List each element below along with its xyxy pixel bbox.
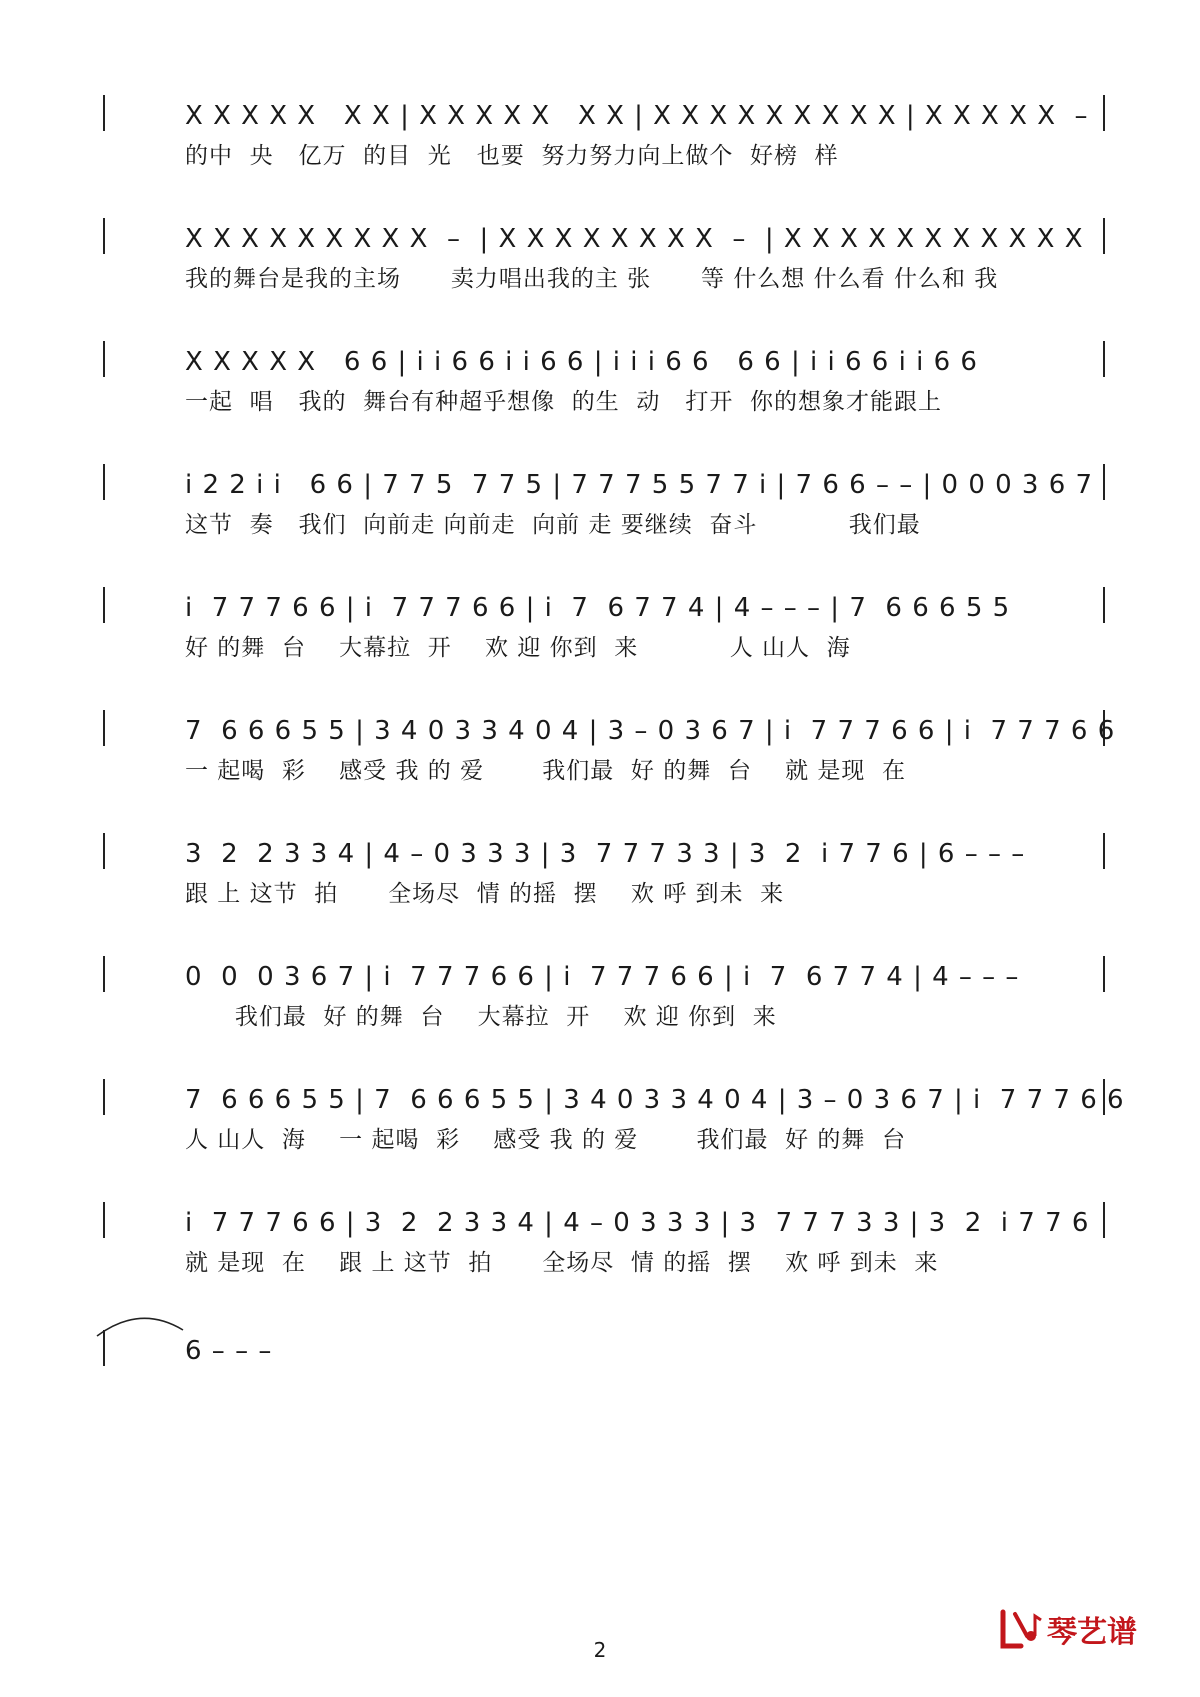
lyrics-line: 我的舞台是我的主场 卖力唱出我的主 张 等 什么想 什么看 什么和 我: [185, 266, 999, 292]
barline-left: [103, 956, 105, 992]
music-system: [0, 587, 1200, 707]
tie-arc: [95, 1310, 185, 1340]
music-system: [0, 341, 1200, 461]
notation-line: i 7 7 7 6 6 | i 7 7 7 6 6 | i 7 6 7 7 4 | 4 – – – | 7 6 6 6 5 5: [185, 593, 1011, 623]
music-system: [0, 1079, 1200, 1199]
lyrics-line: 一 起喝 彩 感受 我 的 爱 我们最 好 的舞 台 就 是现 在: [185, 758, 907, 784]
brand-name: 琴艺谱: [1047, 1615, 1137, 1650]
music-system: [0, 710, 1200, 830]
page-number: 2: [593, 1638, 607, 1662]
barline-left: [103, 710, 105, 746]
notation-line: 7 6 6 6 5 5 | 7 6 6 6 5 5 | 3 4 0 3 3 4 0 4 | 3 – 0 3 6 7 | i 7 7 7 6 6: [185, 1085, 1125, 1115]
music-note-logo-icon: [997, 1606, 1043, 1652]
notation-line: X X X X X 6 6 | i i 6 6 i i 6 6 | i i i 6 6 6 6 | i i 6 6 i i 6 6: [185, 347, 978, 377]
final-notes: 6 – – –: [185, 1336, 273, 1366]
lyrics-line: 好 的舞 台 大幕拉 开 欢 迎 你到 来 人 山人 海: [185, 635, 851, 661]
lyrics-line: 人 山人 海 一 起喝 彩 感受 我 的 爱 我们最 好 的舞 台: [185, 1127, 907, 1153]
lyrics-line: 这节 奏 我们 向前走 向前走 向前 走 要继续 奋斗 我们最: [185, 512, 921, 538]
lyrics-line: 的中 央 亿万 的目 光 也要 努力努力向上做个 好榜 样: [185, 143, 839, 169]
notation-line: i 2 2 i i 6 6 | 7 7 5 7 7 5 | 7 7 7 5 5 7 7 i | 7 6 6 – – | 0 0 0 3 6 7: [185, 470, 1094, 500]
music-system: [0, 95, 1200, 215]
brand-logo: [997, 1600, 1177, 1658]
music-system: [0, 464, 1200, 584]
lyrics-line: 一起 唱 我的 舞台有种超乎想像 的生 动 打开 你的想象才能跟上: [185, 389, 942, 415]
notation-line: 7 6 6 6 5 5 | 3 4 0 3 3 4 0 4 | 3 – 0 3 6 7 | i 7 7 7 6 6 | i 7 7 7 6 6: [185, 716, 1116, 746]
barline-left: [103, 95, 105, 131]
final-system: [0, 1330, 1200, 1450]
music-system: [0, 833, 1200, 953]
lyrics-line: 我们最 好 的舞 台 大幕拉 开 欢 迎 你到 来: [185, 1004, 777, 1030]
music-system: [0, 218, 1200, 338]
lyrics-line: 跟 上 这节 拍 全场尽 情 的摇 摆 欢 呼 到未 来: [185, 881, 785, 907]
barline-left: [103, 464, 105, 500]
barline-left: [103, 587, 105, 623]
lyrics-line: 就 是现 在 跟 上 这节 拍 全场尽 情 的摇 摆 欢 呼 到未 来: [185, 1250, 939, 1276]
barline-left: [103, 341, 105, 377]
notation-line: X X X X X X X X X – | X X X X X X X X – | X X X X X X X X X X X: [185, 224, 1084, 254]
notation-line: i 7 7 7 6 6 | 3 2 2 3 3 4 | 4 – 0 3 3 3 | 3 7 7 7 3 3 | 3 2 i 7 7 6: [185, 1208, 1090, 1238]
notation-line: 3 2 2 3 3 4 | 4 – 0 3 3 3 | 3 7 7 7 3 3 | 3 2 i 7 7 6 | 6 – – –: [185, 839, 1026, 869]
barline-left: [103, 1079, 105, 1115]
barline-left: [103, 218, 105, 254]
barline-left: [103, 1202, 105, 1238]
barline-left: [103, 833, 105, 869]
notation-line: X X X X X X X | X X X X X X X | X X X X X X X X X | X X X X X –: [185, 101, 1089, 131]
music-system: [0, 956, 1200, 1076]
notation-line: 0 0 0 3 6 7 | i 7 7 7 6 6 | i 7 7 7 6 6 | i 7 6 7 7 4 | 4 – – –: [185, 962, 1020, 992]
music-system: [0, 1202, 1200, 1322]
